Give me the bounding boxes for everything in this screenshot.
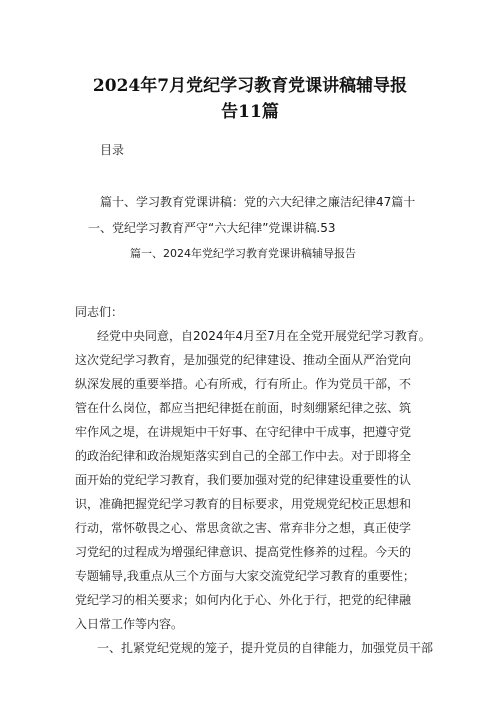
body-line: 纵深发展的重要举措。心有所戒，行有所止。作为党员干部，不	[75, 377, 412, 391]
body-line: 行动，常怀敬畏之心、常思贪欲之害、常弃非分之想，真正使学	[75, 521, 412, 535]
body-line: 专题辅导,我重点从三个方面与大家交流党纪学习教育的重要性；	[75, 569, 415, 583]
toc-entry-line: 一、党纪学习教育严守“六大纪律”党课讲稿.53	[88, 221, 336, 235]
section-heading-line: 一、扎紧党纪党规的笼子，提升党员的自律能力，加强党员干部	[97, 641, 434, 655]
body-line: 入日常工作等内容。	[75, 617, 184, 631]
body-line: 管在什么岗位，都应当把纪律挺在前面，时刻绷紧纪律之弦、筑	[75, 401, 412, 415]
toc-entry-line: 篇十、学习教育党课讲稿：党的六大纪律之廉洁纪律47篇十	[100, 195, 416, 209]
body-line: 牢作风之堤，在讲规矩中干好事、在守纪律中干成事，把遵守党	[75, 425, 412, 439]
body-line: 习党纪的过程成为增强纪律意识、提高党性修养的过程。今天的	[75, 545, 412, 559]
section-subheading: 篇一、2024年党纪学习教育党课讲稿辅导报告	[130, 247, 356, 260]
toc-heading: 目录	[100, 143, 125, 157]
body-line: 识，准确把握党纪学习教育的目标要求，用党规党纪校正思想和	[75, 497, 412, 511]
salutation: 同志们：	[75, 305, 124, 319]
body-line: 这次党纪学习教育，是加强党的纪律建设、推动全面从严治党向	[75, 353, 412, 367]
document-title-line-2: 告11篇	[221, 102, 279, 122]
document-title-line-1: 2024年7月党纪学习教育党课讲稿辅导报	[92, 76, 408, 96]
body-line: 经党中央同意，自2024年4月至7月在全党开展党纪学习教育。	[97, 329, 431, 343]
body-line: 面开始的党纪学习教育，我们要加强对党的纪律建设重要性的认	[75, 473, 412, 487]
body-line: 党纪学习的相关要求；如何内化于心、外化于行，把党的纪律融	[75, 593, 412, 607]
body-line: 的政治纪律和政治规矩落实到自己的全部工作中去。对于即将全	[75, 449, 412, 463]
